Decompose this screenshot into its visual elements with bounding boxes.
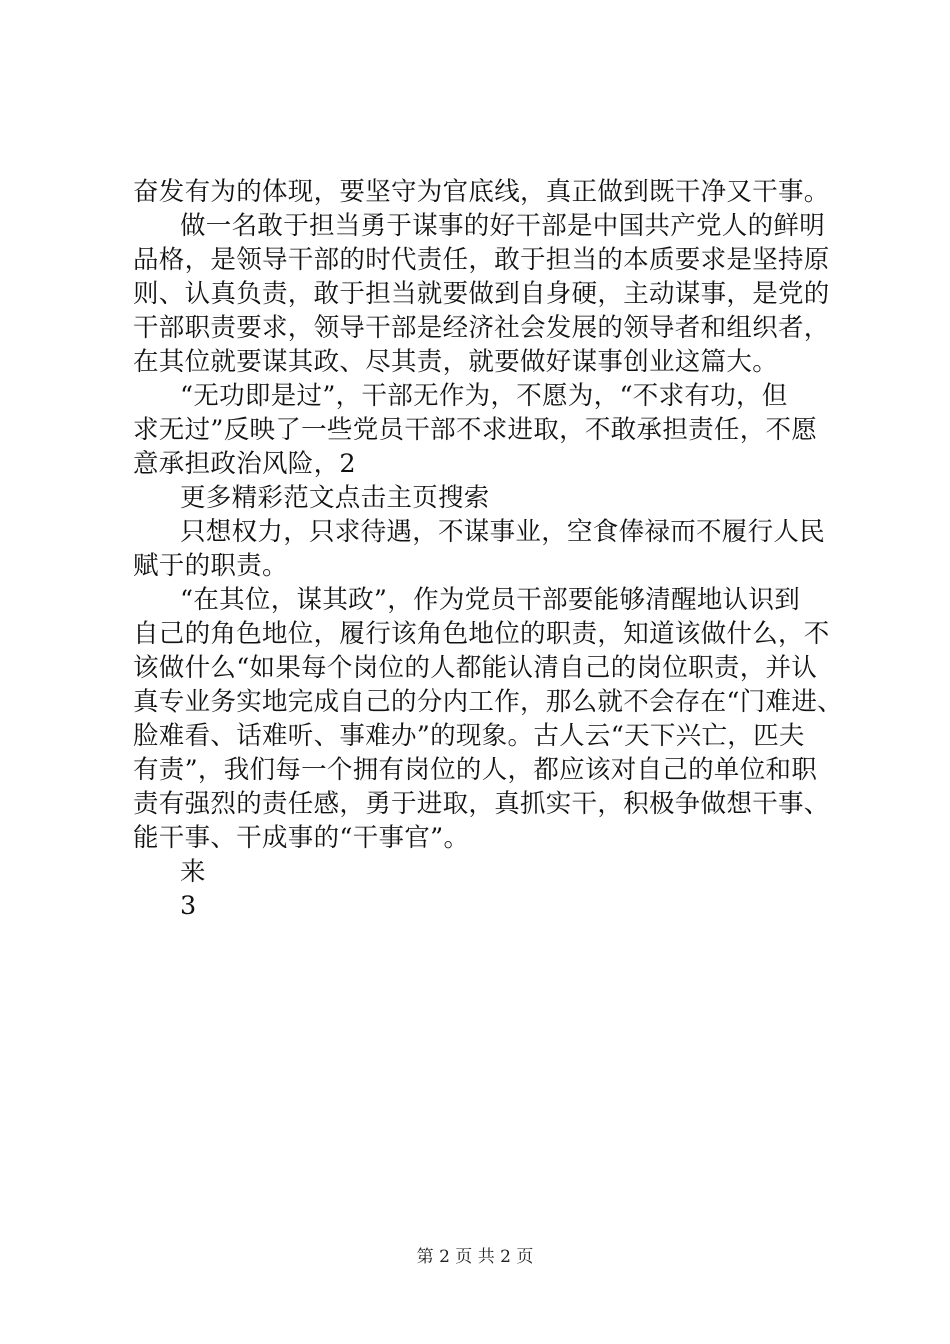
text-line: 该做什么“如果每个岗位的人都能认清自己的岗位职责，并认 [133,653,818,683]
text-line: 来 [180,857,206,887]
text-line: 求无过”反映了一些党员干部不求进取，不敢承担责任，不愿 [133,415,818,445]
page-footer: 第 2 页 共 2 页 [416,1247,534,1267]
text-line: 更多精彩范文点击主页搜索 [180,483,490,513]
text-line: 3 [180,891,197,921]
text-line: 品格，是领导干部的时代责任，敢于担当的本质要求是坚持原 [133,245,830,275]
text-line: 做一名敢于担当勇于谋事的好干部是中国共产党人的鲜明 [180,211,826,241]
text-line: 奋发有为的体现，要坚守为官底线，真正做到既干净又干事。 [133,177,830,207]
text-line: 干部职责要求，领导干部是经济社会发展的领导者和组织者， [133,313,830,343]
text-line: 自己的角色地位，履行该角色地位的职责，知道该做什么，不 [133,619,830,649]
text-line: 只想权力，只求待遇，不谋事业，空食俸禄而不履行人民 [180,517,826,547]
text-line: 责有强烈的责任感，勇于进取，真抓实干，积极争做想干事、 [133,789,830,819]
text-line: 能干事、干成事的“干事官”。 [133,823,470,853]
text-line: “在其位，谋其政”，作为党员干部要能够清醒地认识到 [180,585,801,615]
text-line: 赋于的职责。 [133,551,288,581]
text-line: 则、认真负责，敢于担当就要做到自身硬，主动谋事，是党的 [133,279,830,309]
text-line: 真专业务实地完成自己的分内工作，那么就不会存在“门难进、 [133,687,843,717]
text-line: 脸难看、话难听、事难办”的现象。古人云“天下兴亡，匹夫 [133,721,805,751]
text-line: 有责”，我们每一个拥有岗位的人，都应该对自己的单位和职 [133,755,818,785]
text-line: 意承担政治风险，2 [133,449,356,479]
text-line: “无功即是过”，干部无作为，不愿为，“不求有功，但 [180,381,788,411]
text-line: 在其位就要谋其政、尽其责，就要做好谋事创业这篇大。 [133,347,779,377]
